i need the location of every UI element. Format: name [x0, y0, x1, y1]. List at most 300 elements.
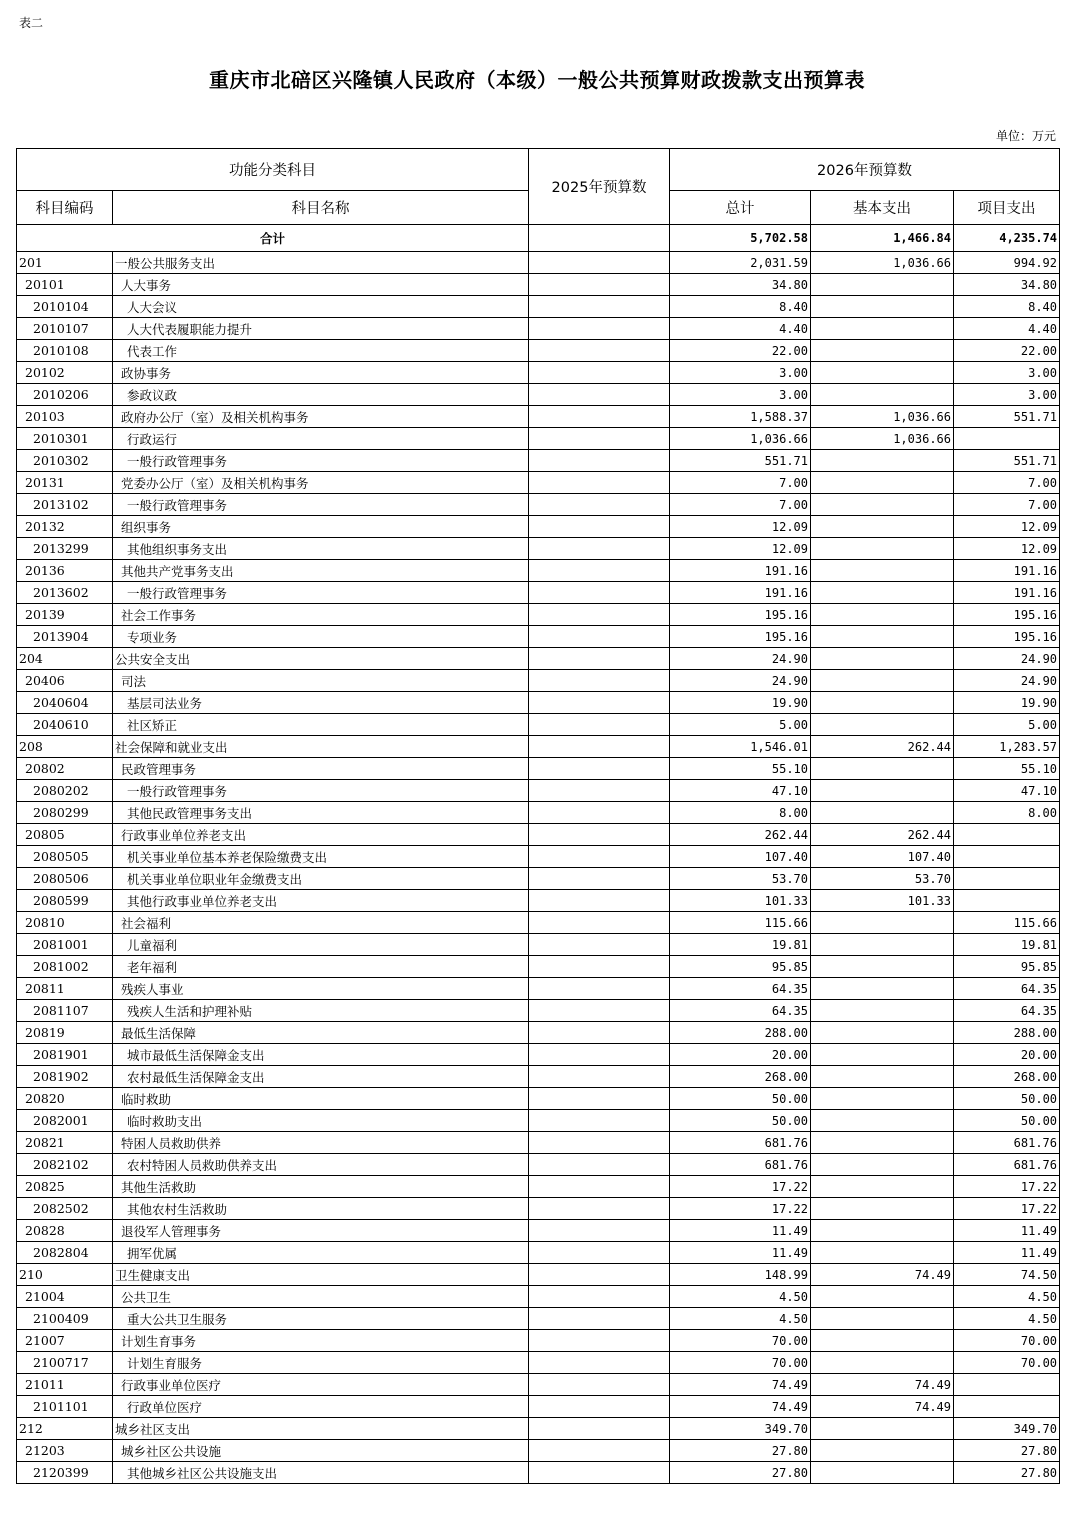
cell-total: 19.81: [670, 934, 811, 956]
table-row: [17, 1330, 1060, 1352]
cell-basic: [811, 274, 954, 296]
cell-total: 1,588.37: [670, 406, 811, 428]
cell-prev-year: [529, 1264, 670, 1286]
cell-project: 191.16: [954, 582, 1060, 604]
header-func-group: 功能分类科目: [17, 149, 529, 191]
cell-project: 11.49: [954, 1220, 1060, 1242]
cell-name: 重大公共卫生服务: [113, 1308, 529, 1330]
cell-basic: [811, 1462, 954, 1484]
cell-project: 11.49: [954, 1242, 1060, 1264]
cell-total: 3.00: [670, 384, 811, 406]
table-row: [17, 1154, 1060, 1176]
cell-total: 5.00: [670, 714, 811, 736]
cell-total: 11.49: [670, 1242, 811, 1264]
cell-project: 24.90: [954, 648, 1060, 670]
cell-basic: [811, 1000, 954, 1022]
cell-total: 8.40: [670, 296, 811, 318]
cell-code: 2080202: [17, 780, 113, 802]
cell-project: [954, 846, 1060, 868]
cell-name: 民政管理事务: [113, 758, 529, 780]
cell-code: 20103: [17, 406, 113, 428]
cell-total: 551.71: [670, 450, 811, 472]
cell-prev-year: [529, 1308, 670, 1330]
cell-name: 社区矫正: [113, 714, 529, 736]
cell-project: [954, 1396, 1060, 1418]
cell-code: 2081901: [17, 1044, 113, 1066]
header-prev-year: 2025年预算数: [529, 149, 670, 225]
cell-project: 12.09: [954, 538, 1060, 560]
cell-project: 1,283.57: [954, 736, 1060, 758]
cell-code: 21007: [17, 1330, 113, 1352]
cell-total: 47.10: [670, 780, 811, 802]
cell-name: 参政议政: [113, 384, 529, 406]
cell-project: 349.70: [954, 1418, 1060, 1440]
table-row: [17, 318, 1060, 340]
cell-basic: [811, 1088, 954, 1110]
table-row: [17, 362, 1060, 384]
cell-prev-year: [529, 978, 670, 1000]
table-row: [17, 978, 1060, 1000]
cell-name: 行政事业单位养老支出: [113, 824, 529, 846]
cell-project: [954, 824, 1060, 846]
cell-code: 204: [17, 648, 113, 670]
table-row: [17, 1264, 1060, 1286]
cell-name: 行政运行: [113, 428, 529, 450]
cell-prev-year: [529, 340, 670, 362]
cell-prev-year: [529, 736, 670, 758]
table-row: [17, 736, 1060, 758]
cell-prev-year: [529, 1132, 670, 1154]
cell-name: 其他民政管理事务支出: [113, 802, 529, 824]
table-row: [17, 582, 1060, 604]
cell-basic: [811, 978, 954, 1000]
table-row: [17, 1132, 1060, 1154]
table-row: [17, 1462, 1060, 1484]
cell-code: 2082502: [17, 1198, 113, 1220]
cell-total: 4.50: [670, 1308, 811, 1330]
cell-code: 2013299: [17, 538, 113, 560]
cell-project: 3.00: [954, 362, 1060, 384]
cell-total: 70.00: [670, 1352, 811, 1374]
cell-total: 19.90: [670, 692, 811, 714]
cell-name: 儿童福利: [113, 934, 529, 956]
total-basic: 1,466.84: [811, 225, 954, 252]
cell-project: 191.16: [954, 560, 1060, 582]
cell-project: 681.76: [954, 1154, 1060, 1176]
cell-total: 24.90: [670, 648, 811, 670]
cell-name: 人大事务: [113, 274, 529, 296]
cell-code: 2010104: [17, 296, 113, 318]
cell-prev-year: [529, 538, 670, 560]
cell-project: 7.00: [954, 472, 1060, 494]
cell-name: 行政单位医疗: [113, 1396, 529, 1418]
table-row: [17, 780, 1060, 802]
cell-basic: 74.49: [811, 1374, 954, 1396]
cell-name: 一般行政管理事务: [113, 494, 529, 516]
table-row: [17, 1418, 1060, 1440]
cell-total: 195.16: [670, 626, 811, 648]
cell-basic: [811, 450, 954, 472]
cell-name: 公共安全支出: [113, 648, 529, 670]
cell-total: 74.49: [670, 1374, 811, 1396]
cell-name: 农村特困人员救助供养支出: [113, 1154, 529, 1176]
cell-code: 2010107: [17, 318, 113, 340]
cell-basic: 107.40: [811, 846, 954, 868]
cell-name: 最低生活保障: [113, 1022, 529, 1044]
cell-prev-year: [529, 1220, 670, 1242]
table-row: [17, 560, 1060, 582]
table-row: [17, 1440, 1060, 1462]
cell-basic: [811, 362, 954, 384]
table-row: [17, 274, 1060, 296]
table-row: [17, 384, 1060, 406]
cell-total: 2,031.59: [670, 252, 811, 274]
cell-name: 机关事业单位职业年金缴费支出: [113, 868, 529, 890]
cell-basic: 1,036.66: [811, 252, 954, 274]
cell-name: 组织事务: [113, 516, 529, 538]
table-row: [17, 956, 1060, 978]
total-project: 4,235.74: [954, 225, 1060, 252]
cell-total: 262.44: [670, 824, 811, 846]
cell-prev-year: [529, 450, 670, 472]
cell-prev-year: [529, 1154, 670, 1176]
cell-prev-year: [529, 1418, 670, 1440]
cell-code: 21004: [17, 1286, 113, 1308]
cell-total: 17.22: [670, 1176, 811, 1198]
cell-total: 12.09: [670, 516, 811, 538]
cell-code: 20810: [17, 912, 113, 934]
table-body: [17, 225, 1060, 1484]
cell-project: 74.50: [954, 1264, 1060, 1286]
cell-project: 19.81: [954, 934, 1060, 956]
table-row: [17, 1220, 1060, 1242]
table-row: [17, 494, 1060, 516]
cell-basic: [811, 1242, 954, 1264]
cell-code: 2040610: [17, 714, 113, 736]
cell-code: 20825: [17, 1176, 113, 1198]
cell-prev-year: [529, 890, 670, 912]
cell-total: 24.90: [670, 670, 811, 692]
header-code: 科目编码: [17, 191, 113, 225]
cell-basic: [811, 648, 954, 670]
cell-project: 55.10: [954, 758, 1060, 780]
cell-project: 7.00: [954, 494, 1060, 516]
table-row: [17, 648, 1060, 670]
cell-basic: 262.44: [811, 824, 954, 846]
cell-basic: 74.49: [811, 1264, 954, 1286]
cell-total: 1,036.66: [670, 428, 811, 450]
cell-code: 20406: [17, 670, 113, 692]
cell-basic: [811, 538, 954, 560]
cell-basic: 74.49: [811, 1396, 954, 1418]
cell-code: 20828: [17, 1220, 113, 1242]
cell-name: 临时救助支出: [113, 1110, 529, 1132]
table-row: [17, 450, 1060, 472]
cell-prev-year: [529, 1198, 670, 1220]
cell-total: 195.16: [670, 604, 811, 626]
cell-total: 95.85: [670, 956, 811, 978]
cell-basic: [811, 1418, 954, 1440]
cell-project: 681.76: [954, 1132, 1060, 1154]
cell-prev-year: [529, 802, 670, 824]
cell-project: 70.00: [954, 1352, 1060, 1374]
table-row: [17, 252, 1060, 274]
table-row: [17, 1396, 1060, 1418]
cell-name: 社会工作事务: [113, 604, 529, 626]
cell-project: 551.71: [954, 406, 1060, 428]
cell-project: 70.00: [954, 1330, 1060, 1352]
cell-name: 政协事务: [113, 362, 529, 384]
cell-project: 50.00: [954, 1088, 1060, 1110]
cell-name: 残疾人生活和护理补贴: [113, 1000, 529, 1022]
cell-prev-year: [529, 1022, 670, 1044]
cell-prev-year: [529, 252, 670, 274]
budget-table: [16, 148, 1060, 1484]
cell-prev-year: [529, 758, 670, 780]
cell-prev-year: [529, 956, 670, 978]
cell-project: 19.90: [954, 692, 1060, 714]
cell-name: 党委办公厅（室）及相关机构事务: [113, 472, 529, 494]
cell-total: 55.10: [670, 758, 811, 780]
cell-project: 27.80: [954, 1440, 1060, 1462]
cell-code: 2082804: [17, 1242, 113, 1264]
cell-project: 115.66: [954, 912, 1060, 934]
cell-name: 专项业务: [113, 626, 529, 648]
cell-prev-year: [529, 296, 670, 318]
table-row: [17, 1352, 1060, 1374]
cell-total: 349.70: [670, 1418, 811, 1440]
cell-total: 4.40: [670, 318, 811, 340]
cell-basic: [811, 1044, 954, 1066]
cell-total: 70.00: [670, 1330, 811, 1352]
cell-basic: [811, 1352, 954, 1374]
cell-basic: [811, 1176, 954, 1198]
cell-total: 50.00: [670, 1110, 811, 1132]
cell-project: 268.00: [954, 1066, 1060, 1088]
cell-code: 2082102: [17, 1154, 113, 1176]
cell-prev-year: [529, 714, 670, 736]
table-row: [17, 296, 1060, 318]
cell-basic: [811, 560, 954, 582]
cell-name: 卫生健康支出: [113, 1264, 529, 1286]
cell-name: 临时救助: [113, 1088, 529, 1110]
cell-total: 191.16: [670, 560, 811, 582]
cell-prev-year: [529, 604, 670, 626]
cell-name: 退役军人管理事务: [113, 1220, 529, 1242]
cell-total: 7.00: [670, 494, 811, 516]
cell-name: 其他城乡社区公共设施支出: [113, 1462, 529, 1484]
cell-basic: [811, 1198, 954, 1220]
cell-prev-year: [529, 1440, 670, 1462]
cell-total: 681.76: [670, 1154, 811, 1176]
cell-prev-year: [529, 934, 670, 956]
cell-code: 2080505: [17, 846, 113, 868]
cell-prev-year: [529, 648, 670, 670]
cell-prev-year: [529, 780, 670, 802]
cell-project: 551.71: [954, 450, 1060, 472]
cell-project: 95.85: [954, 956, 1060, 978]
cell-project: 64.35: [954, 1000, 1060, 1022]
cell-code: 20102: [17, 362, 113, 384]
cell-prev-year: [529, 846, 670, 868]
table-row: [17, 1286, 1060, 1308]
header-total: 总计: [670, 191, 811, 225]
cell-project: 288.00: [954, 1022, 1060, 1044]
cell-total: 64.35: [670, 1000, 811, 1022]
cell-basic: [811, 912, 954, 934]
cell-total: 681.76: [670, 1132, 811, 1154]
cell-project: 994.92: [954, 252, 1060, 274]
cell-code: 2081902: [17, 1066, 113, 1088]
cell-code: 20802: [17, 758, 113, 780]
table-row: [17, 1374, 1060, 1396]
cell-basic: [811, 296, 954, 318]
table-row: [17, 406, 1060, 428]
cell-code: 2013102: [17, 494, 113, 516]
cell-prev-year: [529, 274, 670, 296]
cell-prev-year: [529, 912, 670, 934]
cell-code: 20139: [17, 604, 113, 626]
total-row: [17, 225, 1060, 252]
cell-name: 一般行政管理事务: [113, 450, 529, 472]
table-row: [17, 824, 1060, 846]
table-row: [17, 846, 1060, 868]
cell-project: 195.16: [954, 604, 1060, 626]
cell-prev-year: [529, 868, 670, 890]
cell-basic: [811, 780, 954, 802]
cell-prev-year: [529, 1044, 670, 1066]
cell-prev-year: [529, 1110, 670, 1132]
cell-name: 人大会议: [113, 296, 529, 318]
header-cur-year: 2026年预算数: [670, 149, 1060, 191]
cell-code: 2082001: [17, 1110, 113, 1132]
cell-name: 特困人员救助供养: [113, 1132, 529, 1154]
table-row: [17, 428, 1060, 450]
cell-basic: [811, 1220, 954, 1242]
cell-basic: [811, 1154, 954, 1176]
cell-total: 8.00: [670, 802, 811, 824]
table-row: [17, 516, 1060, 538]
cell-project: 12.09: [954, 516, 1060, 538]
cell-code: 20811: [17, 978, 113, 1000]
table-row: [17, 1198, 1060, 1220]
cell-total: 34.80: [670, 274, 811, 296]
cell-code: 20101: [17, 274, 113, 296]
cell-code: 208: [17, 736, 113, 758]
cell-prev-year: [529, 1462, 670, 1484]
cell-name: 残疾人事业: [113, 978, 529, 1000]
cell-basic: [811, 934, 954, 956]
cell-basic: 1,036.66: [811, 406, 954, 428]
cell-basic: [811, 494, 954, 516]
total-prev-year: [529, 225, 670, 252]
cell-total: 191.16: [670, 582, 811, 604]
cell-project: 50.00: [954, 1110, 1060, 1132]
cell-project: [954, 428, 1060, 450]
cell-prev-year: [529, 1176, 670, 1198]
cell-name: 其他共产党事务支出: [113, 560, 529, 582]
cell-total: 27.80: [670, 1462, 811, 1484]
cell-basic: [811, 340, 954, 362]
cell-prev-year: [529, 1396, 670, 1418]
cell-code: 2010206: [17, 384, 113, 406]
cell-name: 政府办公厅（室）及相关机构事务: [113, 406, 529, 428]
cell-prev-year: [529, 626, 670, 648]
cell-prev-year: [529, 670, 670, 692]
table-row: [17, 868, 1060, 890]
cell-project: 195.16: [954, 626, 1060, 648]
cell-total: 268.00: [670, 1066, 811, 1088]
cell-project: 8.00: [954, 802, 1060, 824]
cell-prev-year: [529, 1374, 670, 1396]
cell-basic: [811, 802, 954, 824]
cell-name: 一般公共服务支出: [113, 252, 529, 274]
cell-code: 210: [17, 1264, 113, 1286]
cell-basic: [811, 1066, 954, 1088]
cell-name: 公共卫生: [113, 1286, 529, 1308]
cell-prev-year: [529, 582, 670, 604]
cell-total: 4.50: [670, 1286, 811, 1308]
cell-basic: [811, 956, 954, 978]
cell-basic: 262.44: [811, 736, 954, 758]
cell-name: 其他组织事务支出: [113, 538, 529, 560]
cell-prev-year: [529, 1352, 670, 1374]
table-row: [17, 934, 1060, 956]
header-name: 科目名称: [113, 191, 529, 225]
cell-project: 4.40: [954, 318, 1060, 340]
cell-code: 2100409: [17, 1308, 113, 1330]
table-row: [17, 1000, 1060, 1022]
cell-code: 20820: [17, 1088, 113, 1110]
cell-basic: [811, 758, 954, 780]
cell-name: 城乡社区公共设施: [113, 1440, 529, 1462]
cell-basic: [811, 472, 954, 494]
cell-code: 2100717: [17, 1352, 113, 1374]
cell-name: 基层司法业务: [113, 692, 529, 714]
table-row: [17, 912, 1060, 934]
page-title: 重庆市北碚区兴隆镇人民政府（本级）一般公共预算财政拨款支出预算表: [209, 68, 865, 92]
cell-prev-year: [529, 692, 670, 714]
cell-prev-year: [529, 384, 670, 406]
cell-project: 4.50: [954, 1308, 1060, 1330]
cell-prev-year: [529, 362, 670, 384]
cell-basic: [811, 1308, 954, 1330]
cell-name: 机关事业单位基本养老保险缴费支出: [113, 846, 529, 868]
table-row: [17, 1022, 1060, 1044]
table-row: [17, 340, 1060, 362]
cell-project: 4.50: [954, 1286, 1060, 1308]
cell-code: 21011: [17, 1374, 113, 1396]
cell-name: 社会福利: [113, 912, 529, 934]
cell-code: 21203: [17, 1440, 113, 1462]
cell-basic: [811, 1330, 954, 1352]
cell-project: 47.10: [954, 780, 1060, 802]
cell-code: 212: [17, 1418, 113, 1440]
cell-project: 8.40: [954, 296, 1060, 318]
cell-project: 5.00: [954, 714, 1060, 736]
cell-name: 行政事业单位医疗: [113, 1374, 529, 1396]
cell-total: 1,546.01: [670, 736, 811, 758]
cell-total: 22.00: [670, 340, 811, 362]
cell-name: 拥军优属: [113, 1242, 529, 1264]
cell-name: 代表工作: [113, 340, 529, 362]
table-row: [17, 1088, 1060, 1110]
cell-name: 计划生育事务: [113, 1330, 529, 1352]
cell-prev-year: [529, 1000, 670, 1022]
table-row: [17, 1176, 1060, 1198]
cell-basic: [811, 626, 954, 648]
cell-code: 2013904: [17, 626, 113, 648]
